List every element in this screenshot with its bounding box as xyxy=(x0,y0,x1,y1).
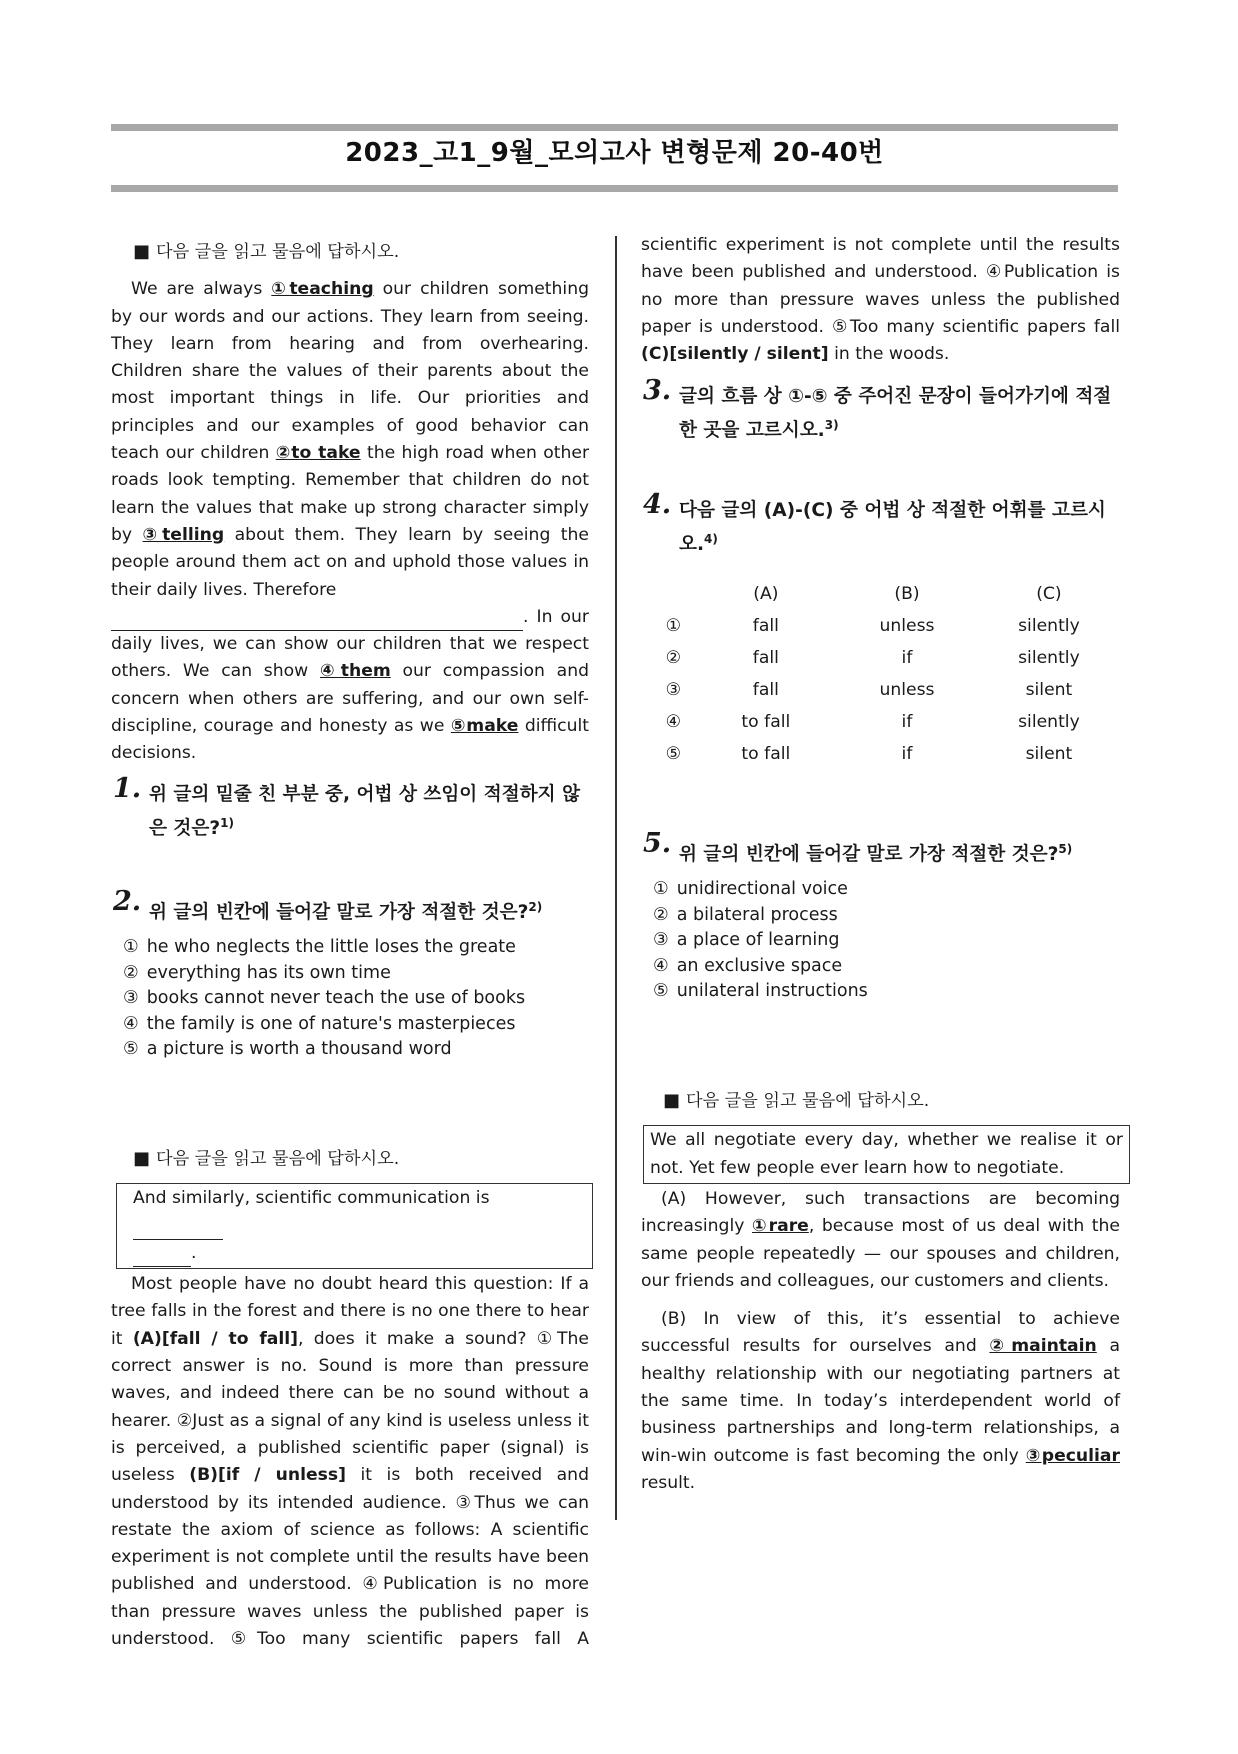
passage-text: in the woods. xyxy=(828,344,950,365)
question-3 xyxy=(641,375,1120,445)
question-number: 2. xyxy=(113,885,142,917)
cell-a: fall xyxy=(752,616,779,637)
option-item[interactable] xyxy=(123,961,589,987)
passage-1 xyxy=(111,276,589,767)
option-item[interactable] xyxy=(653,903,1120,929)
cell-c: silently xyxy=(1018,616,1080,637)
instruction-2 xyxy=(111,1145,589,1173)
question-number: 3. xyxy=(643,375,672,407)
cell-c: silent xyxy=(1025,744,1073,765)
question-number: 5. xyxy=(643,827,672,859)
passage-2-part-2 xyxy=(641,232,1120,368)
question-number: 1. xyxy=(113,772,142,804)
question-5-options xyxy=(641,877,1120,1005)
passage-text: (B) In view of this, it’s essential to achieve successful results for ourselves and xyxy=(641,1309,1120,1357)
question-1 xyxy=(111,772,589,843)
underlined-option-2: ②maintain xyxy=(989,1336,1097,1357)
question-2-options xyxy=(111,935,589,1063)
right-column xyxy=(641,232,1123,1497)
passage-text: a healthy relationship with our negotiating partners at the same time. In today’s interdependent world of business partnerships and long-term relationships, a win-win outcome is fast becoming the only xyxy=(641,1336,1121,1466)
passage-text: Most people have no doubt heard this question: If a tree falls in the forest and there is no one there to hear it xyxy=(111,1274,589,1349)
option-number: ⑤ xyxy=(123,1039,139,1060)
question-text: 다음 글의 (A)-(C) 중 어법 상 적절한 어휘를 고르시오. xyxy=(679,499,1106,555)
option-text: books cannot never teach the use of books xyxy=(146,988,526,1009)
question-2 xyxy=(111,885,589,927)
underlined-option-5: ⑤make xyxy=(450,716,519,737)
passage-text: . In our daily lives, we can show our children that we respect others. We can show xyxy=(111,606,589,682)
footnote-ref: 1) xyxy=(220,815,234,830)
answer-blank xyxy=(133,1246,191,1267)
given-sentence-end: . xyxy=(191,1242,197,1263)
row-number: ④ xyxy=(665,712,682,733)
option-item[interactable] xyxy=(123,1037,589,1063)
passage-text: our compassion and concern when others are suffering, and our own self-discipline, courage and honesty as we xyxy=(111,661,589,737)
passage-text: difficult decisions. xyxy=(111,716,589,764)
passage-text: the high road when other roads look tempting. Remember that children do not learn the values that make up strong character simply by xyxy=(111,443,590,545)
answer-blank xyxy=(133,1219,223,1240)
passage-text: scientific experiment is not complete until the results have been published and understood. ④Publication is no more than pressure waves unless the published paper is understood. ⑤Too many scientific papers fall xyxy=(641,235,1120,337)
option-text: a bilateral process xyxy=(676,904,838,925)
option-number: ⑤ xyxy=(653,981,669,1002)
given-sentence: We all negotiate every day, whether we realise it or not. Yet few people ever learn how to negotiate. xyxy=(650,1130,1123,1178)
cell-b: if xyxy=(901,744,913,765)
table-header-row xyxy=(651,579,1120,611)
given-sentence: And similarly, scientific communication is xyxy=(133,1188,490,1209)
choice-b: (B)[if / unless] xyxy=(189,1465,346,1486)
passage-text: (A) However, such transactions are becoming increasingly xyxy=(641,1188,1120,1237)
cell-b: unless xyxy=(879,680,935,701)
instruction-1 xyxy=(111,238,589,266)
square-bullet-icon: ■ xyxy=(663,1090,681,1112)
paragraph-a xyxy=(641,1186,1120,1295)
cell-c: silently xyxy=(1018,712,1080,733)
passage-text: it is both received and understood by its intended audience. ③Thus we can restate the axiom of science as follows: A scientific experiment is not complete until the results have been published and understood. ④Publication is no more than pressure waves unless the published paper is understood. ⑤Too many scientific papers fall xyxy=(111,1465,589,1650)
instruction-3 xyxy=(641,1087,1120,1115)
footnote-ref: 5) xyxy=(1058,841,1073,856)
passage-text: , because most of us deal with the same people repeatedly — our spouses and children, our friends and colleagues, our customers and clients. xyxy=(641,1216,1120,1291)
given-sentence-box xyxy=(116,1183,593,1269)
title-rule-bottom xyxy=(111,185,1118,192)
column-header: (A) xyxy=(753,584,779,605)
cell-c: silent xyxy=(1025,680,1073,701)
passage-text: We are always xyxy=(131,279,272,300)
question-text: 글의 흐름 상 ①-⑤ 중 주어진 문장이 들어가기에 적절한 곳을 고르시오. xyxy=(679,386,1112,442)
option-number: ④ xyxy=(123,1013,139,1034)
option-item[interactable] xyxy=(123,935,589,961)
instruction-text: 다음 글을 읽고 물음에 답하시오. xyxy=(686,1091,930,1112)
question-number: 4. xyxy=(643,488,672,520)
passage-text: result. xyxy=(641,1472,696,1493)
cell-b: if xyxy=(901,712,913,733)
underlined-option-3: ③peculiar xyxy=(1025,1445,1121,1466)
option-item[interactable] xyxy=(123,986,589,1012)
option-text: he who neglects the little loses the greate xyxy=(146,937,516,958)
answer-table xyxy=(651,579,1120,771)
passage-text: , does it make a sound? ①The correct answer is no. Sound is more than pressure waves, and indeed there can be no sound without a hearer. ②Just as a signal of any kind is useless unless it is perceived, a published scientific paper (signal) is useless xyxy=(111,1328,589,1486)
square-bullet-icon: ■ xyxy=(133,241,151,262)
cell-b: if xyxy=(901,648,913,669)
question-5 xyxy=(641,827,1120,869)
table-row[interactable] xyxy=(651,611,1120,643)
question-text: 위 글의 빈칸에 들어갈 말로 가장 적절한 것은? xyxy=(679,844,1059,866)
footnote-ref: 4) xyxy=(704,531,718,546)
option-text: a picture is worth a thousand word xyxy=(146,1039,452,1060)
option-number: ② xyxy=(123,962,139,983)
option-number: ③ xyxy=(123,988,139,1009)
option-number: ② xyxy=(653,904,669,925)
left-column xyxy=(111,238,589,1653)
row-number: ② xyxy=(665,648,682,669)
option-text: unilateral instructions xyxy=(676,981,868,1002)
option-number: ① xyxy=(653,879,669,900)
question-4 xyxy=(641,488,1120,559)
passage-text: about them. They learn by seeing the people around them act on and uphold those values in their daily lives. Therefore xyxy=(111,524,590,600)
footnote-ref: 3) xyxy=(824,418,839,433)
passage-2-part-1 xyxy=(111,1271,589,1653)
table-row[interactable] xyxy=(651,675,1120,707)
question-text: 위 글의 밑줄 친 부분 중, 어법 상 쓰임이 적절하지 않은 것은? xyxy=(149,783,581,839)
option-number: ④ xyxy=(653,955,669,976)
passage-text: our children something by our words and our actions. They learn from seeing. They learn from hearing and from overhearing. Children share the values of their parents about the most important things in life. Our priorities and principles and our examples of good behavior can teach our children xyxy=(111,279,589,464)
cell-c: silently xyxy=(1018,648,1080,669)
table-row[interactable] xyxy=(651,739,1120,771)
option-item[interactable] xyxy=(653,954,1120,980)
column-header: (C) xyxy=(1036,584,1062,605)
cell-a: fall xyxy=(752,648,779,669)
table-row[interactable] xyxy=(651,707,1120,739)
option-number: ③ xyxy=(653,930,669,951)
option-text: a place of learning xyxy=(676,930,840,951)
title-rule-top xyxy=(111,124,1118,131)
option-item[interactable] xyxy=(653,928,1120,954)
question-text: 위 글의 빈칸에 들어갈 말로 가장 적절한 것은? xyxy=(149,902,529,924)
underlined-option-1: ①rare xyxy=(751,1216,809,1237)
footnote-ref: 2) xyxy=(528,899,543,914)
option-item[interactable] xyxy=(653,877,1120,903)
option-text: the family is one of nature's masterpieces xyxy=(146,1013,516,1034)
instruction-text: 다음 글을 읽고 물음에 답하시오. xyxy=(156,1148,400,1169)
given-sentence-box-2 xyxy=(643,1125,1130,1184)
option-number: ① xyxy=(123,937,139,958)
underlined-option-4: ④them xyxy=(319,661,391,682)
underlined-option-3: ③telling xyxy=(142,524,225,545)
choice-c: (C)[silently / silent] xyxy=(641,344,829,365)
square-bullet-icon: ■ xyxy=(133,1147,151,1169)
passage-text: A xyxy=(577,1629,589,1650)
instruction-text: 다음 글을 읽고 물음에 답하시오. xyxy=(156,242,400,262)
underlined-option-2: ②to take xyxy=(275,443,361,464)
column-divider xyxy=(615,236,617,1520)
page-title: 2023_고1_9월_모의고사 변형문제 20-40번 xyxy=(345,138,884,168)
paragraph-b xyxy=(641,1306,1120,1497)
choice-a: (A)[fall / to fall] xyxy=(132,1328,299,1349)
option-text: everything has its own time xyxy=(146,962,391,983)
row-number: ③ xyxy=(665,680,682,701)
table-row[interactable] xyxy=(651,643,1120,675)
option-item[interactable] xyxy=(653,979,1120,1005)
row-number: ⑤ xyxy=(665,744,682,765)
cell-a: fall xyxy=(752,680,779,701)
option-text: unidirectional voice xyxy=(676,879,848,900)
cell-b: unless xyxy=(879,616,935,637)
column-header: (B) xyxy=(894,584,920,605)
option-text: an exclusive space xyxy=(676,955,843,976)
underlined-option-1: ①teaching xyxy=(271,279,374,300)
cell-a: to fall xyxy=(741,712,791,733)
option-item[interactable] xyxy=(123,1012,589,1038)
cell-a: to fall xyxy=(741,744,791,765)
row-number: ① xyxy=(665,616,682,637)
answer-blank xyxy=(111,610,523,631)
